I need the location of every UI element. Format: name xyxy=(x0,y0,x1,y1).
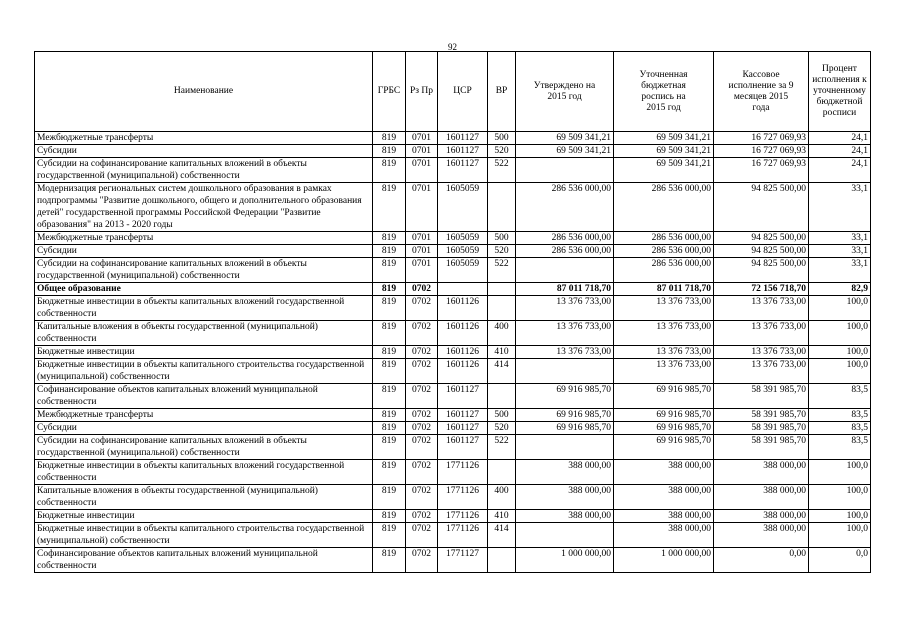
table-row xyxy=(35,548,871,573)
budget-table xyxy=(34,51,871,573)
cell-rzpr: 0702 xyxy=(406,435,438,460)
cell-grbs: 819 xyxy=(373,435,406,460)
cell-approved xyxy=(516,435,614,460)
cell-approved xyxy=(516,258,614,283)
cell-percent: 0,0 xyxy=(809,548,871,573)
cell-approved: 69 509 341,21 xyxy=(516,132,614,145)
cell-approved: 69 916 985,70 xyxy=(516,384,614,409)
cell-grbs: 819 xyxy=(373,258,406,283)
cell-approved: 87 011 718,70 xyxy=(516,283,614,296)
cell-grbs: 819 xyxy=(373,232,406,245)
cell-vr xyxy=(488,283,516,296)
cell-approved: 69 916 985,70 xyxy=(516,409,614,422)
cell-rzpr: 0702 xyxy=(406,296,438,321)
cell-percent: 33,1 xyxy=(809,232,871,245)
cell-percent: 82,9 xyxy=(809,283,871,296)
cell-grbs: 819 xyxy=(373,548,406,573)
cell-csr: 1601127 xyxy=(438,422,488,435)
cell-cash: 94 825 500,00 xyxy=(714,232,809,245)
cell-name: Субсидии на софинансирование капитальных вложений в объекты государственной (муниципальной) собственности xyxy=(35,258,373,283)
cell-csr: 1601127 xyxy=(438,435,488,460)
cell-cash: 94 825 500,00 xyxy=(714,183,809,232)
cell-approved: 388 000,00 xyxy=(516,460,614,485)
cell-approved xyxy=(516,359,614,384)
cell-refined: 286 536 000,00 xyxy=(614,232,714,245)
cell-rzpr: 0701 xyxy=(406,132,438,145)
cell-grbs: 819 xyxy=(373,158,406,183)
table-row xyxy=(35,183,871,232)
cell-rzpr: 0702 xyxy=(406,460,438,485)
cell-grbs: 819 xyxy=(373,145,406,158)
cell-refined: 69 916 985,70 xyxy=(614,409,714,422)
table-row xyxy=(35,321,871,346)
cell-rzpr: 0702 xyxy=(406,510,438,523)
cell-name: Бюджетные инвестиции xyxy=(35,510,373,523)
cell-name: Субсидии xyxy=(35,145,373,158)
cell-refined: 69 916 985,70 xyxy=(614,435,714,460)
cell-rzpr: 0702 xyxy=(406,321,438,346)
cell-percent: 100,0 xyxy=(809,321,871,346)
cell-rzpr: 0702 xyxy=(406,346,438,359)
cell-refined: 13 376 733,00 xyxy=(614,296,714,321)
cell-csr: 1771126 xyxy=(438,523,488,548)
cell-name: Субсидии на софинансирование капитальных вложений в объекты государственной (муниципальной) собственности xyxy=(35,435,373,460)
cell-cash: 58 391 985,70 xyxy=(714,435,809,460)
cell-vr: 520 xyxy=(488,145,516,158)
cell-grbs: 819 xyxy=(373,346,406,359)
header-csr: ЦСР xyxy=(438,52,488,132)
cell-cash: 388 000,00 xyxy=(714,460,809,485)
header-grbs: ГРБС xyxy=(373,52,406,132)
cell-cash: 13 376 733,00 xyxy=(714,321,809,346)
cell-csr: 1771126 xyxy=(438,485,488,510)
cell-grbs: 819 xyxy=(373,245,406,258)
table-row xyxy=(35,245,871,258)
cell-name: Софинансирование объектов капитальных вложений муниципальной собственности xyxy=(35,384,373,409)
cell-cash: 13 376 733,00 xyxy=(714,346,809,359)
cell-rzpr: 0702 xyxy=(406,548,438,573)
cell-rzpr: 0702 xyxy=(406,384,438,409)
cell-vr xyxy=(488,460,516,485)
cell-csr: 1771126 xyxy=(438,460,488,485)
cell-rzpr: 0702 xyxy=(406,359,438,384)
cell-vr xyxy=(488,296,516,321)
cell-refined: 69 509 341,21 xyxy=(614,158,714,183)
cell-vr: 520 xyxy=(488,422,516,435)
cell-grbs: 819 xyxy=(373,321,406,346)
cell-grbs: 819 xyxy=(373,359,406,384)
cell-name: Межбюджетные трансферты xyxy=(35,132,373,145)
cell-cash: 388 000,00 xyxy=(714,523,809,548)
cell-grbs: 819 xyxy=(373,422,406,435)
cell-cash: 58 391 985,70 xyxy=(714,422,809,435)
table-row xyxy=(35,283,871,296)
cell-percent: 33,1 xyxy=(809,183,871,232)
cell-cash: 13 376 733,00 xyxy=(714,296,809,321)
cell-rzpr: 0701 xyxy=(406,258,438,283)
cell-refined: 69 916 985,70 xyxy=(614,422,714,435)
table-row xyxy=(35,409,871,422)
cell-grbs: 819 xyxy=(373,132,406,145)
cell-csr: 1601126 xyxy=(438,321,488,346)
cell-grbs: 819 xyxy=(373,523,406,548)
cell-vr: 400 xyxy=(488,321,516,346)
cell-refined: 388 000,00 xyxy=(614,510,714,523)
cell-rzpr: 0702 xyxy=(406,409,438,422)
cell-csr: 1601126 xyxy=(438,346,488,359)
cell-vr: 414 xyxy=(488,523,516,548)
cell-csr: 1605059 xyxy=(438,232,488,245)
cell-approved: 286 536 000,00 xyxy=(516,232,614,245)
table-row xyxy=(35,258,871,283)
cell-rzpr: 0702 xyxy=(406,523,438,548)
cell-grbs: 819 xyxy=(373,183,406,232)
cell-cash: 58 391 985,70 xyxy=(714,409,809,422)
cell-approved: 69 509 341,21 xyxy=(516,145,614,158)
cell-csr: 1601127 xyxy=(438,132,488,145)
cell-grbs: 819 xyxy=(373,409,406,422)
cell-vr xyxy=(488,548,516,573)
cell-name: Субсидии xyxy=(35,245,373,258)
cell-rzpr: 0701 xyxy=(406,158,438,183)
cell-rzpr: 0701 xyxy=(406,232,438,245)
cell-percent: 100,0 xyxy=(809,510,871,523)
table-row xyxy=(35,510,871,523)
cell-grbs: 819 xyxy=(373,384,406,409)
cell-rzpr: 0701 xyxy=(406,245,438,258)
table-row xyxy=(35,485,871,510)
cell-vr: 500 xyxy=(488,232,516,245)
cell-percent: 83,5 xyxy=(809,422,871,435)
cell-refined: 69 509 341,21 xyxy=(614,132,714,145)
header-cash: Кассовое исполнение за 9 месяцев 2015 года xyxy=(714,52,809,132)
cell-vr: 522 xyxy=(488,435,516,460)
cell-csr: 1601127 xyxy=(438,158,488,183)
cell-percent: 24,1 xyxy=(809,145,871,158)
cell-grbs: 819 xyxy=(373,296,406,321)
cell-csr: 1771126 xyxy=(438,510,488,523)
cell-csr: 1601127 xyxy=(438,384,488,409)
cell-name: Капитальные вложения в объекты государственной (муниципальной) собственности xyxy=(35,485,373,510)
cell-approved: 13 376 733,00 xyxy=(516,296,614,321)
header-vr: ВР xyxy=(488,52,516,132)
cell-name: Капитальные вложения в объекты государственной (муниципальной) собственности xyxy=(35,321,373,346)
cell-refined: 388 000,00 xyxy=(614,460,714,485)
cell-name: Бюджетные инвестиции в объекты капитального строительства государственной (муниципальной) собственности xyxy=(35,523,373,548)
cell-cash: 16 727 069,93 xyxy=(714,132,809,145)
cell-approved: 69 916 985,70 xyxy=(516,422,614,435)
table-row xyxy=(35,435,871,460)
cell-cash: 388 000,00 xyxy=(714,485,809,510)
cell-refined: 69 916 985,70 xyxy=(614,384,714,409)
cell-grbs: 819 xyxy=(373,460,406,485)
cell-approved: 388 000,00 xyxy=(516,510,614,523)
cell-name: Субсидии на софинансирование капитальных вложений в объекты государственной (муниципальной) собственности xyxy=(35,158,373,183)
cell-approved: 13 376 733,00 xyxy=(516,321,614,346)
cell-percent: 100,0 xyxy=(809,296,871,321)
cell-vr: 500 xyxy=(488,409,516,422)
cell-cash: 94 825 500,00 xyxy=(714,258,809,283)
cell-grbs: 819 xyxy=(373,283,406,296)
cell-refined: 69 509 341,21 xyxy=(614,145,714,158)
cell-name: Бюджетные инвестиции в объекты капитальных вложений государственной собственности xyxy=(35,460,373,485)
table-body xyxy=(35,132,871,573)
cell-approved: 286 536 000,00 xyxy=(516,183,614,232)
table-header-row xyxy=(35,52,871,132)
cell-approved xyxy=(516,158,614,183)
cell-csr: 1601127 xyxy=(438,145,488,158)
cell-cash: 16 727 069,93 xyxy=(714,145,809,158)
cell-refined: 388 000,00 xyxy=(614,523,714,548)
table-row xyxy=(35,359,871,384)
cell-vr: 410 xyxy=(488,510,516,523)
cell-percent: 33,1 xyxy=(809,258,871,283)
cell-refined: 87 011 718,70 xyxy=(614,283,714,296)
cell-refined: 286 536 000,00 xyxy=(614,258,714,283)
cell-cash: 16 727 069,93 xyxy=(714,158,809,183)
cell-vr: 522 xyxy=(488,158,516,183)
cell-csr: 1605059 xyxy=(438,183,488,232)
cell-approved: 388 000,00 xyxy=(516,485,614,510)
cell-percent: 100,0 xyxy=(809,460,871,485)
table-row xyxy=(35,132,871,145)
header-percent: Процент исполнения к уточненному бюджетной росписи xyxy=(809,52,871,132)
cell-vr: 522 xyxy=(488,258,516,283)
cell-vr xyxy=(488,384,516,409)
cell-refined: 286 536 000,00 xyxy=(614,183,714,232)
cell-csr: 1605059 xyxy=(438,258,488,283)
table-row xyxy=(35,523,871,548)
table-row xyxy=(35,232,871,245)
cell-vr: 414 xyxy=(488,359,516,384)
table-row xyxy=(35,422,871,435)
cell-csr: 1601126 xyxy=(438,296,488,321)
cell-vr: 410 xyxy=(488,346,516,359)
cell-percent: 100,0 xyxy=(809,359,871,384)
cell-refined: 286 536 000,00 xyxy=(614,245,714,258)
cell-rzpr: 0701 xyxy=(406,145,438,158)
cell-name: Бюджетные инвестиции в объекты капитального строительства государственной (муниципальной) собственности xyxy=(35,359,373,384)
cell-rzpr: 0701 xyxy=(406,183,438,232)
cell-refined: 388 000,00 xyxy=(614,485,714,510)
cell-vr: 520 xyxy=(488,245,516,258)
cell-refined: 13 376 733,00 xyxy=(614,321,714,346)
cell-percent: 24,1 xyxy=(809,132,871,145)
cell-name: Межбюджетные трансферты xyxy=(35,409,373,422)
cell-name: Межбюджетные трансферты xyxy=(35,232,373,245)
cell-grbs: 819 xyxy=(373,485,406,510)
cell-percent: 24,1 xyxy=(809,158,871,183)
cell-cash: 94 825 500,00 xyxy=(714,245,809,258)
cell-refined: 13 376 733,00 xyxy=(614,359,714,384)
cell-name: Софинансирование объектов капитальных вложений муниципальной собственности xyxy=(35,548,373,573)
cell-approved xyxy=(516,523,614,548)
header-name: Наименование xyxy=(35,52,373,132)
cell-name: Модернизация региональных систем дошкольного образования в рамках подпрограммы "Развитие дошкольного, общего и дополнительного образования детей" государственной программы Российской Федерации "Развитие образования" на 2013 - 2020 годы xyxy=(35,183,373,232)
table-row xyxy=(35,460,871,485)
cell-percent: 100,0 xyxy=(809,346,871,359)
cell-name: Бюджетные инвестиции xyxy=(35,346,373,359)
cell-approved: 13 376 733,00 xyxy=(516,346,614,359)
header-approved: Утверждено на 2015 год xyxy=(516,52,614,132)
cell-rzpr: 0702 xyxy=(406,283,438,296)
cell-grbs: 819 xyxy=(373,510,406,523)
cell-name: Общее образование xyxy=(35,283,373,296)
cell-csr xyxy=(438,283,488,296)
table-row xyxy=(35,384,871,409)
cell-refined: 1 000 000,00 xyxy=(614,548,714,573)
cell-approved: 1 000 000,00 xyxy=(516,548,614,573)
cell-percent: 100,0 xyxy=(809,485,871,510)
table-row xyxy=(35,346,871,359)
header-rzpr: Рз Пр xyxy=(406,52,438,132)
cell-rzpr: 0702 xyxy=(406,422,438,435)
cell-cash: 58 391 985,70 xyxy=(714,384,809,409)
cell-csr: 1601127 xyxy=(438,409,488,422)
cell-cash: 388 000,00 xyxy=(714,510,809,523)
cell-approved: 286 536 000,00 xyxy=(516,245,614,258)
header-refined: Уточненная бюджетная роспись на 2015 год xyxy=(614,52,714,132)
cell-csr: 1605059 xyxy=(438,245,488,258)
table-row xyxy=(35,145,871,158)
cell-name: Субсидии xyxy=(35,422,373,435)
cell-cash: 72 156 718,70 xyxy=(714,283,809,296)
cell-rzpr: 0702 xyxy=(406,485,438,510)
cell-vr: 400 xyxy=(488,485,516,510)
table-row xyxy=(35,158,871,183)
table-row xyxy=(35,296,871,321)
cell-percent: 33,1 xyxy=(809,245,871,258)
cell-percent: 100,0 xyxy=(809,523,871,548)
cell-csr: 1771127 xyxy=(438,548,488,573)
cell-csr: 1601126 xyxy=(438,359,488,384)
cell-percent: 83,5 xyxy=(809,384,871,409)
cell-name: Бюджетные инвестиции в объекты капитальных вложений государственной собственности xyxy=(35,296,373,321)
cell-refined: 13 376 733,00 xyxy=(614,346,714,359)
cell-cash: 13 376 733,00 xyxy=(714,359,809,384)
cell-vr: 500 xyxy=(488,132,516,145)
cell-cash: 0,00 xyxy=(714,548,809,573)
cell-percent: 83,5 xyxy=(809,435,871,460)
cell-vr xyxy=(488,183,516,232)
page-number: 92 xyxy=(448,42,457,52)
cell-percent: 83,5 xyxy=(809,409,871,422)
